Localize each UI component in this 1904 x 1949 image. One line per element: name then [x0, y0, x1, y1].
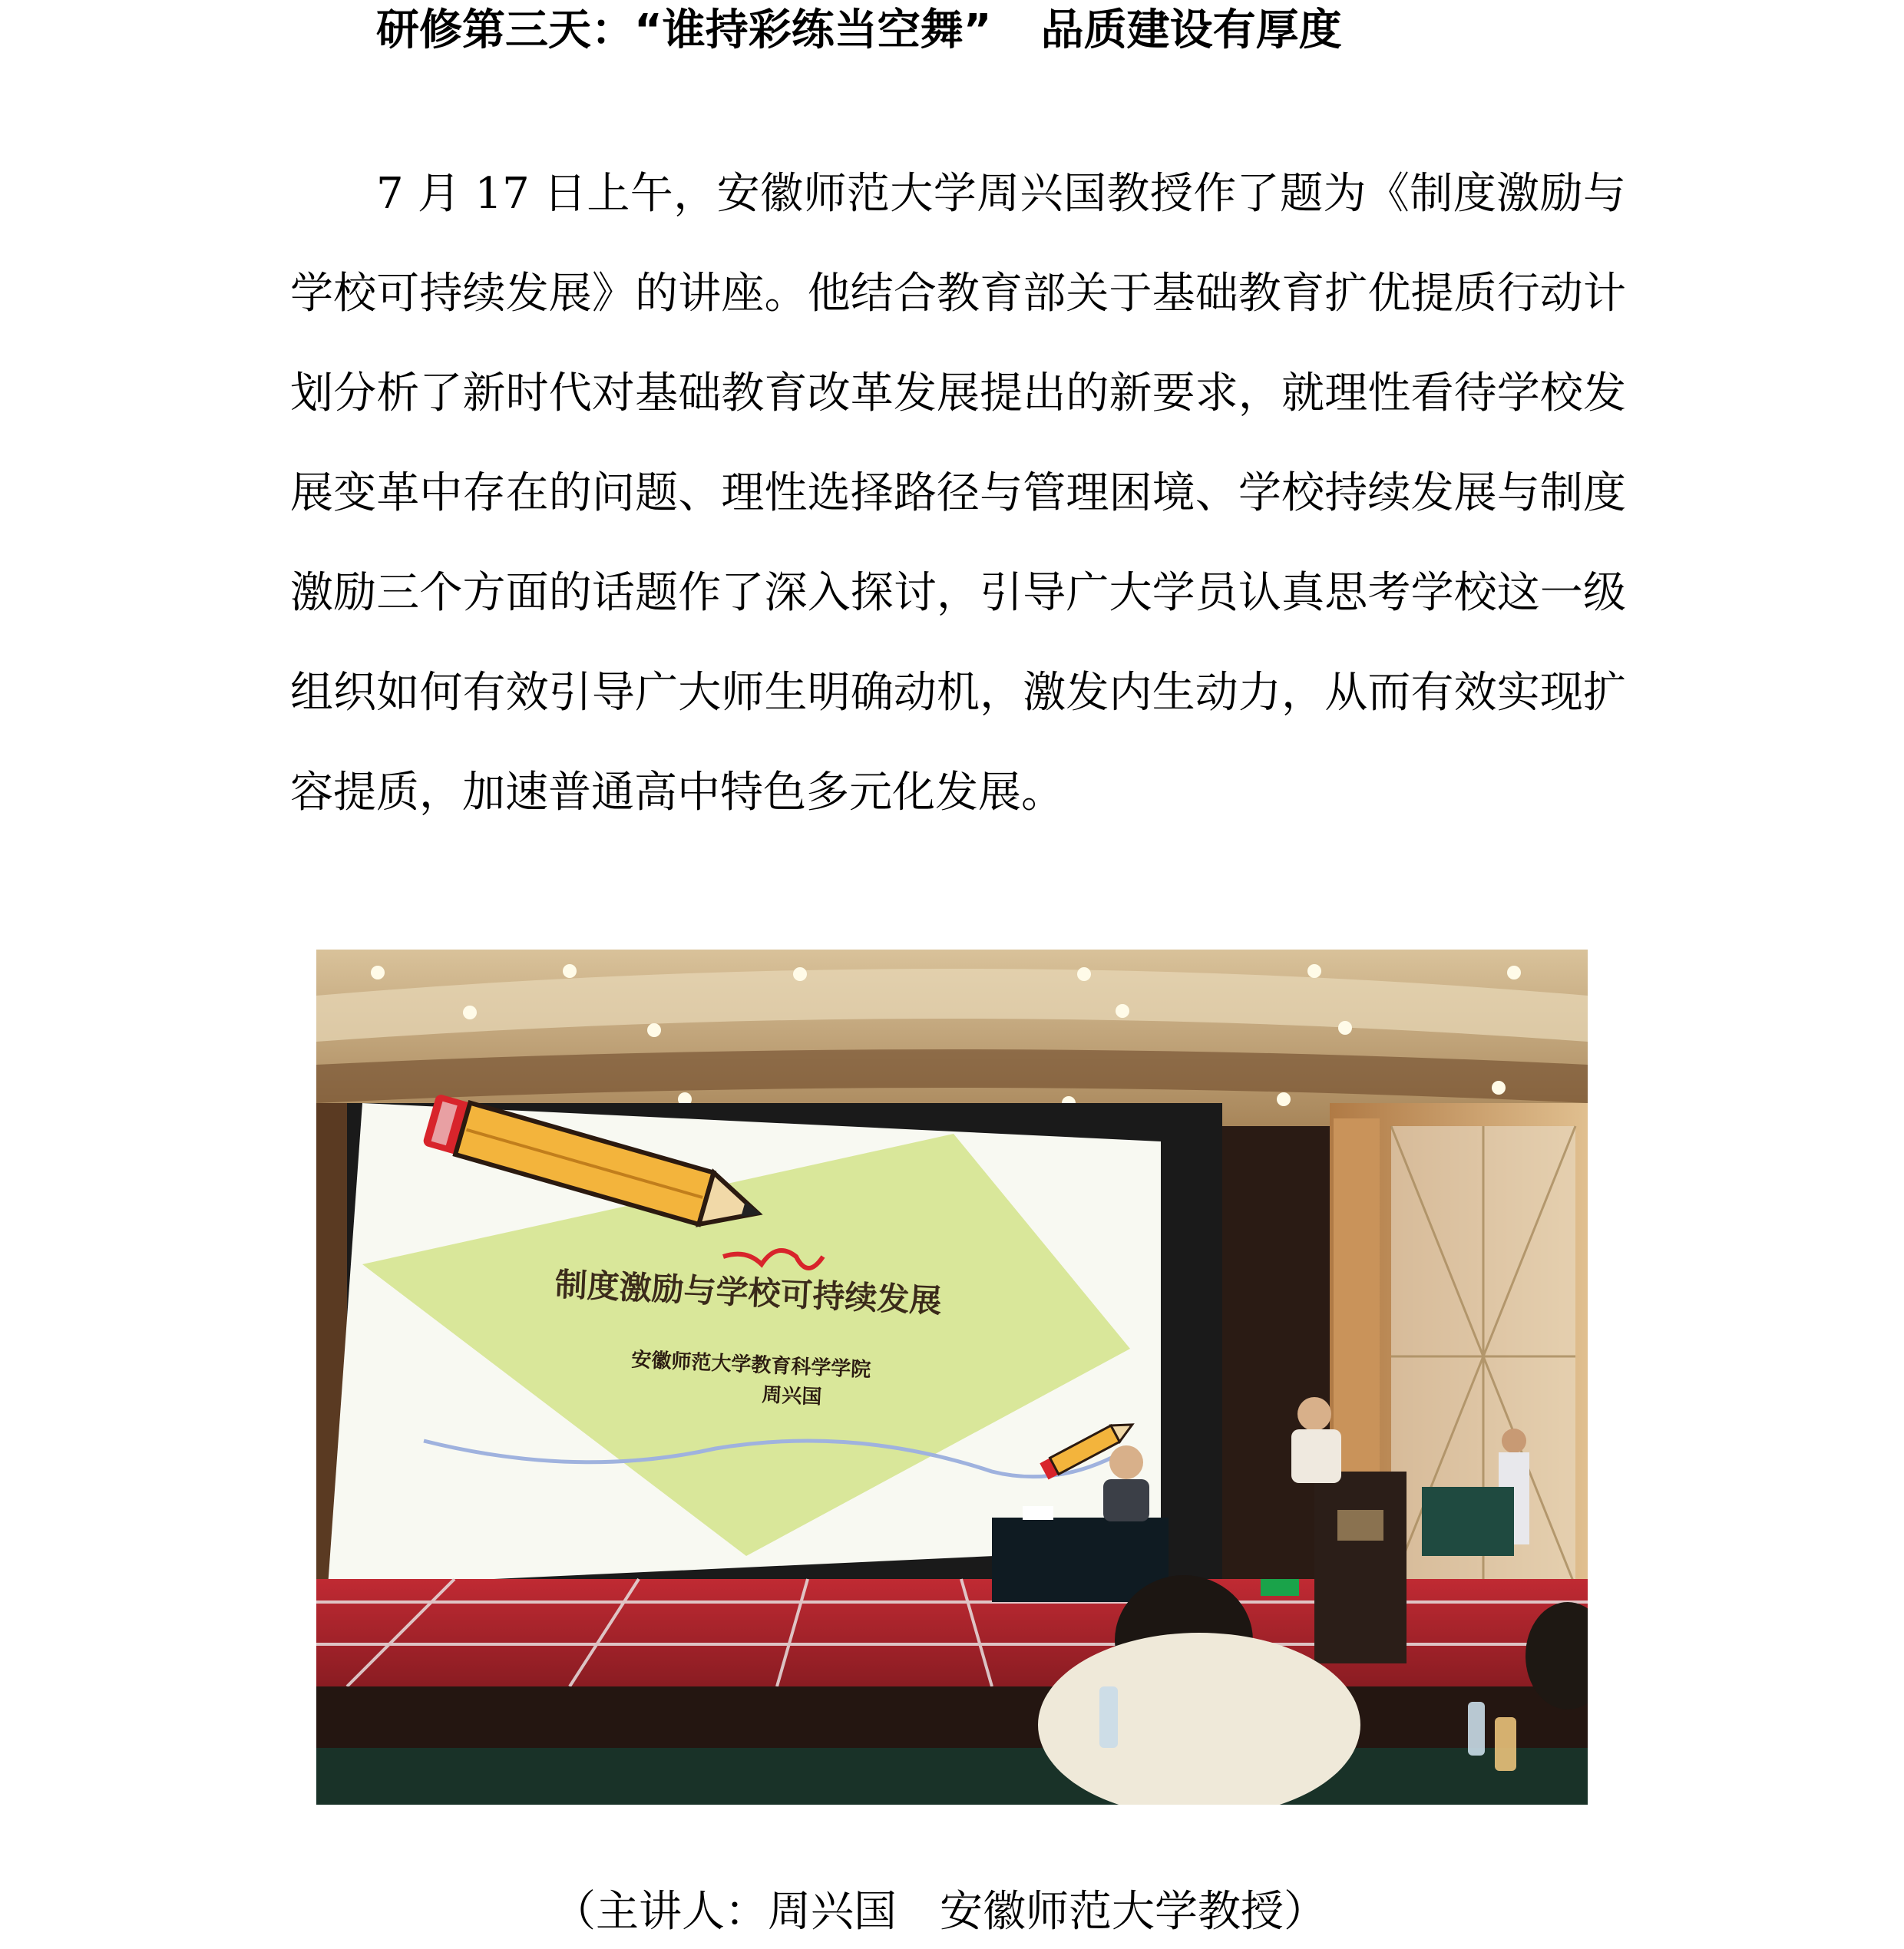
title-quoted-poem: “谁持彩练当空舞”	[634, 5, 992, 55]
podium	[1314, 1472, 1407, 1663]
article-paragraph: 7 月 17 日上午，安徽师范大学周兴国教授作了题为《制度激励与学校可持续发展》的讲座。他结合教育部关于基础教育扩优提质行动计划分析了新时代对基础教育改革发展提出的新要求，就理性看待学校发展变革中存在的问题、理性选择路径与管理困境、学校持续发展与制度激励三个方面的话题作了深入探讨，引导广大学员认真思考学校这一级组织如何有效引导广大师生明确动机，激发内生动力，从而有效实现扩容提质，加速普通高中特色多元化发展。	[290, 169, 1626, 818]
lecture-photo-illustration	[316, 950, 1588, 1805]
slide-title: 制度激励与学校可持续发展	[554, 1265, 943, 1320]
page-title	[376, 0, 1681, 61]
title-suffix: 品质建设有厚度	[1040, 5, 1342, 55]
lecture-photo	[316, 950, 1588, 1805]
article-body	[290, 144, 1626, 843]
slide-affiliation: 安徽师范大学教育科学学院	[630, 1348, 871, 1382]
caption-speaker: （主讲人：周兴国	[553, 1887, 897, 1937]
photo-caption	[553, 1878, 1397, 1947]
caption-role: 安徽师范大学教授）	[940, 1887, 1327, 1937]
slide-presenter: 周兴国	[761, 1383, 822, 1409]
title-prefix: 研修第三天：	[376, 5, 634, 55]
speaker	[1297, 1397, 1331, 1431]
